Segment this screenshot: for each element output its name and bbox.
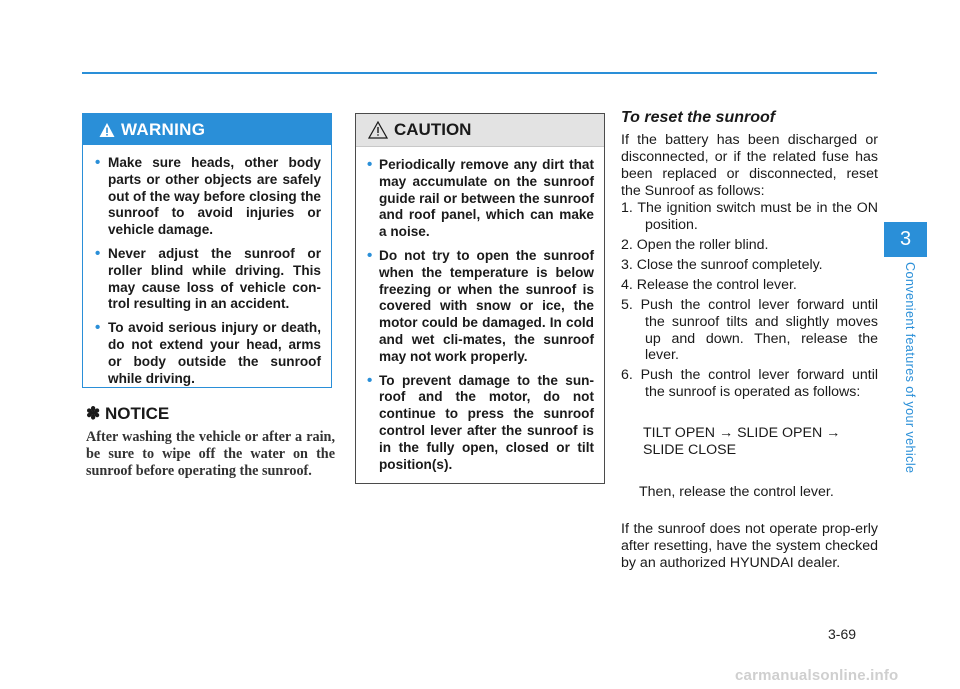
reset-title: To reset the sunroof [621, 109, 776, 126]
caution-list [356, 147, 604, 473]
bullet-icon: • [367, 371, 373, 389]
chapter-tab: 3 [884, 222, 927, 257]
warning-item: • To avoid serious injury or death, do not extend your head, arms or body outside the sunroof while driving. [95, 319, 321, 386]
reset-step: 6. Push the control lever forward until the sunroof is operated as follows: [621, 367, 878, 400]
top-rule [82, 72, 877, 74]
bullet-icon: • [95, 154, 101, 171]
reset-step: 2. Open the roller blind. [621, 236, 769, 253]
page-number: 3-69 [828, 626, 857, 642]
bullet-icon: • [95, 319, 101, 337]
notice-symbol-icon: ✽ [86, 404, 101, 423]
caution-item: • To prevent damage to the sun-roof and the motor, do not continue to press the sunroof control lever after the sunroof is in the fully open, closed or tilt position(s). [367, 371, 594, 472]
warning-item: • Make sure heads, other body parts or other objects are safely out of the way before closing the sunroof to avoid injuries or vehicle damage. [95, 154, 321, 238]
reset-step: 1. The ignition switch must be in the ON position. [621, 200, 878, 233]
watermark: carmanualsonline.info [735, 667, 899, 684]
caution-header [356, 114, 604, 147]
warning-header [83, 114, 331, 145]
reset-intro: If the battery has been discharged or disconnected, or if the related fuse has been replaced or disconnected, reset the Sunroof as follows: [621, 132, 878, 199]
notice-title: ✽ NOTICE [86, 404, 170, 423]
caution-icon [368, 121, 388, 139]
reset-outro: If the sunroof does not operate prop-erly after resetting, have the system checked by an authorized HYUNDAI dealer. [621, 521, 878, 571]
reset-step: 3. Close the sunroof completely. [621, 256, 823, 273]
chapter-label: Convenient features of your vehicle [903, 262, 917, 474]
caution-title: CAUTION [394, 120, 472, 139]
bullet-icon: • [367, 156, 373, 173]
warning-item: • Never adjust the sunroof or roller blind while driving. This may cause loss of vehicle con-trol resulting in an accident. [95, 244, 321, 312]
caution-item: • Periodically remove any dirt that may accumulate on the sunroof guide rail or between the sunroof and roof panel, which can make a noise. [367, 156, 594, 240]
release-instruction: Then, release the control lever. [639, 484, 834, 500]
bullet-icon: • [367, 246, 373, 264]
warning-list [83, 145, 331, 387]
caution-box [355, 113, 605, 484]
notice-body: After washing the vehicle or after a rain, be sure to wipe off the water on the sunroof before operating the sunroof. [86, 429, 335, 479]
reset-step: 4. Release the control lever. [621, 277, 797, 294]
bullet-icon: • [95, 244, 101, 262]
operation-sequence: TILT OPEN → SLIDE OPEN → SLIDE CLOSE [643, 425, 841, 458]
warning-icon [99, 122, 115, 138]
reset-step: 5. Push the control lever forward until the sunroof tilts and slightly moves up and down. Then, release the lever. [621, 297, 878, 364]
warning-title: WARNING [121, 119, 206, 139]
reset-steps [621, 200, 878, 404]
warning-box [82, 113, 332, 388]
caution-item: • Do not try to open the sunroof when the temperature is below freezing or when the sunroof is covered with snow or ice, the motor could be damaged. In cold and wet cli-mates, the sunroof may not work properly. [367, 246, 594, 364]
